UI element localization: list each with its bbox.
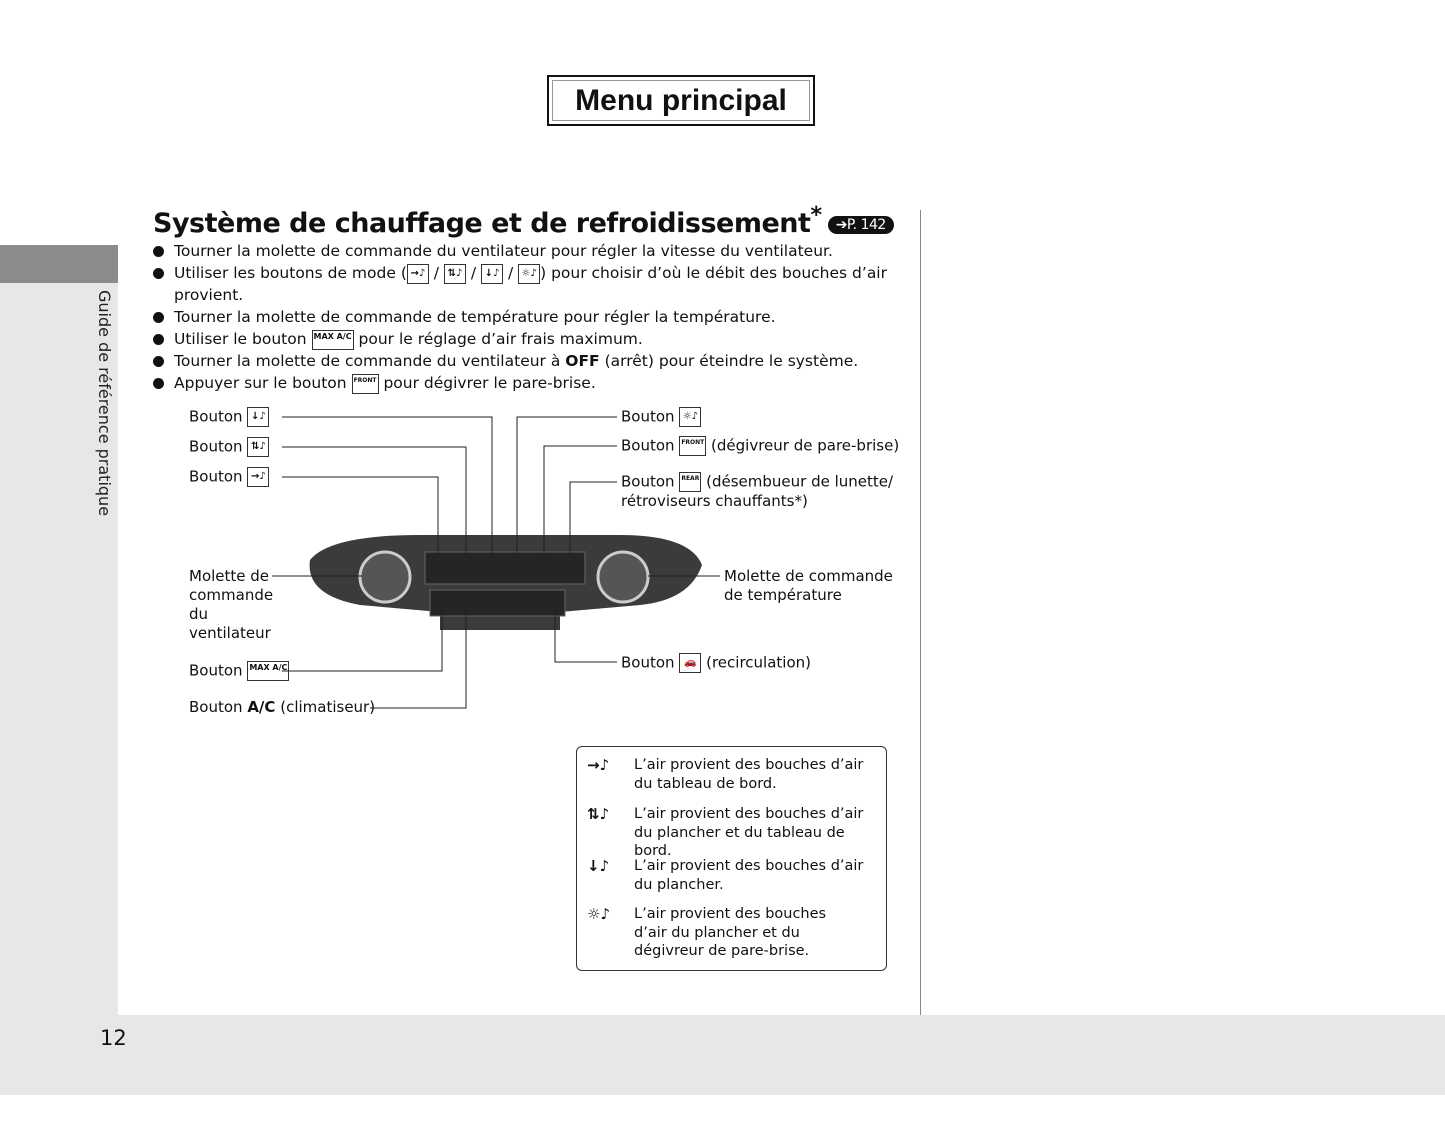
asterisk: *	[810, 202, 822, 228]
label-bilevel-button: Bouton ⇅♪	[189, 437, 269, 457]
text: Appuyer sur le bouton	[174, 374, 347, 392]
label-rear-defrost-button: Bouton REAR (désembueur de lunette/ rétroviseurs chauffants*)	[621, 472, 894, 510]
text: pour dégivrer le pare-brise.	[383, 374, 596, 392]
rear-defrost-icon: REAR	[679, 472, 701, 492]
page-number: 12	[100, 1026, 127, 1050]
text: Tourner la molette de commande de température pour régler la température.	[174, 308, 776, 326]
dash-vent-icon: →♪	[587, 756, 610, 774]
main-menu-button[interactable]: Menu principal	[547, 75, 815, 126]
lower-buttons	[430, 590, 565, 616]
label-dash-button: Bouton →♪	[189, 467, 269, 487]
label-floor-button: Bouton ↓♪	[189, 407, 269, 427]
floor-icon: ↓♪	[587, 857, 610, 875]
label-temp-knob: Molette de commande de température	[724, 567, 893, 604]
front-defrost-icon: FRONT	[352, 374, 379, 394]
dash-vent-icon: →♪	[407, 264, 429, 284]
text: Tourner la molette de commande du ventilateur pour régler la vitesse du ventilateur.	[174, 242, 833, 260]
floor-icon: ↓♪	[481, 264, 503, 284]
bilevel-icon: ⇅♪	[247, 437, 269, 457]
mode-legend: →♪ L’air provient des bouches d’air du tableau de bord. ⇅♪ L’air provient des bouches d’air du plancher et du tableau de bord. ↓♪ L’air provient des bouches d’air du plancher. ☼♪ L’air provient des bouches d’air du plancher et du dégivreur de pare-brise.	[576, 746, 887, 971]
text: ) pour choisir d’où le débit des bouches d’air provient.	[174, 264, 887, 304]
label-ac-button: Bouton A/C (climatiseur)	[189, 698, 376, 716]
temp-knob	[598, 552, 648, 602]
text: pour le réglage d’air frais maximum.	[358, 330, 643, 348]
page-ref-link[interactable]: ➔P. 142	[828, 216, 894, 234]
label-front-defrost-button: Bouton FRONT (dégivreur de pare-brise)	[621, 436, 900, 455]
label-fan-knob: Molette de commande du ventilateur	[189, 567, 274, 642]
text: Tourner la molette de commande du ventilateur à	[174, 352, 561, 370]
bilevel-icon: ⇅♪	[587, 805, 610, 823]
label-floor-defrost-button: Bouton ☼♪	[621, 407, 701, 427]
max-ac-icon: MAX A/C	[312, 330, 354, 350]
off-text: OFF	[565, 352, 600, 370]
label-max-ac-button: Bouton MAX A/C	[189, 661, 288, 680]
text: (arrêt) pour éteindre le système.	[604, 352, 859, 370]
front-defrost-icon: FRONT	[679, 436, 706, 456]
label-recirc-button: Bouton 🚗 (recirculation)	[621, 653, 811, 672]
list-item: Utiliser les boutons de mode ( →♪ / ⇅♪ / ↓♪ / ☼♪ ) pour choisir d’où le débit des bouches d’air provient.	[153, 262, 913, 306]
dash-vent-icon: →♪	[247, 467, 269, 487]
text: Utiliser le bouton	[174, 330, 307, 348]
bilevel-icon: ⇅♪	[444, 264, 466, 284]
fan-knob	[360, 552, 410, 602]
floor-defrost-icon: ☼♪	[587, 905, 611, 923]
recirculation-icon: 🚗	[679, 653, 701, 673]
floor-defrost-icon: ☼♪	[679, 407, 701, 427]
floor-icon: ↓♪	[247, 407, 269, 427]
floor-defrost-icon: ☼♪	[518, 264, 540, 284]
mode-buttons	[425, 552, 585, 584]
title-text: Système de chauffage et de refroidissement	[153, 208, 811, 239]
max-ac-icon: MAX A/C	[247, 661, 289, 681]
text: Utiliser les boutons de mode (	[174, 264, 407, 282]
sidebar-label[interactable]: Guide de référence pratique	[95, 290, 114, 517]
